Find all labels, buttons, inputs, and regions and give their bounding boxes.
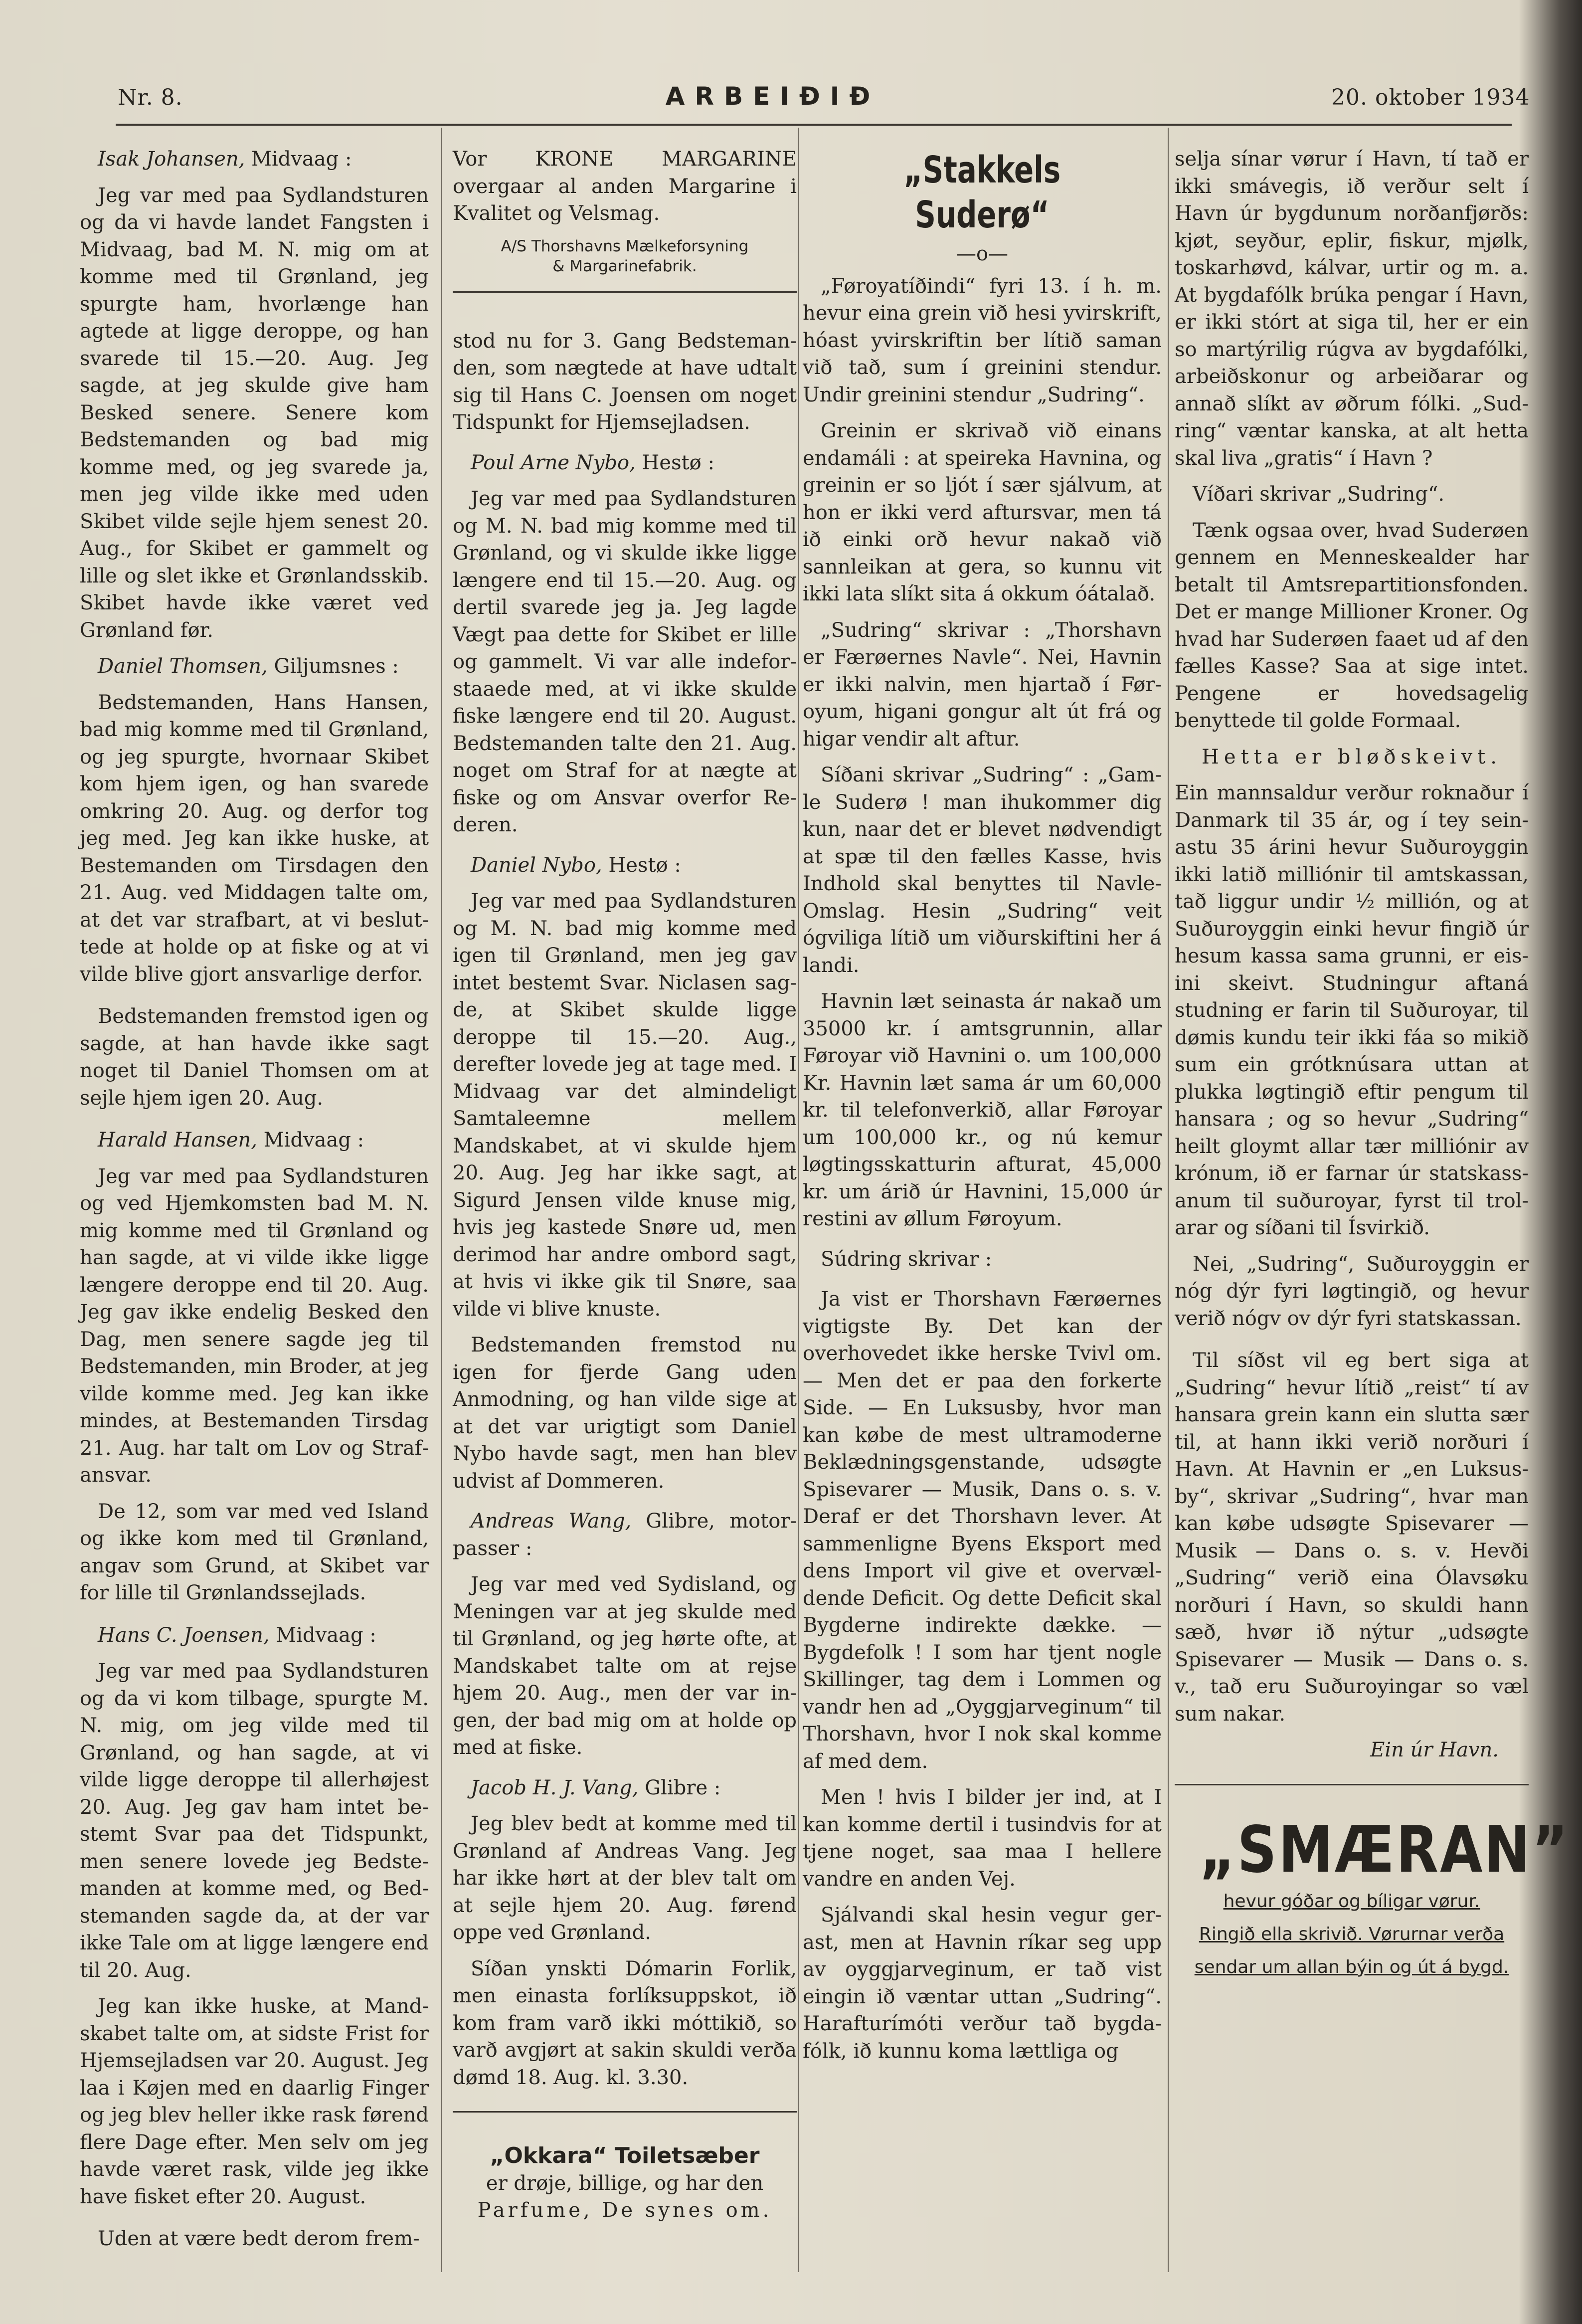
paragraph: Jeg var med paa Sydlandsturen og M. N. bad mig komme med igen til Grønland, men jeg gav intet bestemt Svar. Niclasen sagde, at Skibet skulde ligge deroppe til 15.—20. Aug., derefter lovede jeg at tage med. I Midvaag var det almindeligt Samtaleemne mellem Mandskabet, at vi skulde hjem 20. Aug. Jeg har ikke sagt, at Sigurd Jensen vilde knuse mig, hvis jeg kastede Snøre ud, men derimod har andre ombord sagt, at hvis vi ikke gik til Snøre, saa vilde vi blive knuste. [453, 890, 797, 1321]
paragraph: Bedstemanden, Hans Hansen, bad mig komme med til Grønland, og jeg spurgte, hvornaar Skibet kom hjem igen, og han svarede omkring 20. Aug. og derfor tog jeg med. Jeg kan ikke huske, at Bestemanden om Tirsdagen den 21. Aug. ved Middagen talte om, at det var strafbart, at vi besluttede at holde op at fiske og at vi vilde blive gjort ansvarlige derfor. [80, 691, 429, 986]
testimony-daniel-thomsen: Daniel Thomsen, Giljumsnes : [98, 655, 399, 678]
paragraph: „Sudring“ skrivar : „Thorshavn er Færøernes Navle“. Nei, Havnin er ikki nalvin, men hjartað í Føroyum, higani gongur alt út frá og higar vendir alt aftur. [803, 618, 1162, 751]
testimony-jacob: Jacob H. J. Vang, Glibre : [471, 1776, 721, 1799]
paragraph: Ein mannsaldur verður roknaður í Danmark til 35 ár, og í tey seinastu 35 árini hevur Suðuroyggin ikki latið milliónir til amtskassan, tað liggur undir ½ millión, og at Suðuroyggin einki hevur fingið úr hesum kassa sama grunni, er eisini skeivt. Studningur aftaná studning er farin til Suðuroyar, til dømis kundu teir ikki fáa so mikið sum ein grótknúsara uttan at plukka løgtingið eftir pengum til hansara ; og so hevur „Sudring“ heilt gloymt allar tær milliónir av krónum, ið er farnar úr statskassanum til suðuroyar, fyrst til trolarar og síðani til Ísvirkið. [1175, 781, 1529, 1239]
paragraph: Tænk ogsaa over, hvad Suderøen gennem en Menneskealder har betalt til Amtsrepartitionsfonden. Det er mange Millioner Kroner. Og hvad har Suderøen faaet ud af den fælles Kasse? Saa at sige intet. Pengene er hovedsagelig benyttede til golde Formaal. [1175, 519, 1529, 732]
paragraph: Jeg var med paa Sydlandsturen og M. N. bad mig komme med til Grønland, og vi skulde ikke ligge længere end til 15.—20. Aug. og dertil svarede jeg ja. Jeg lagde Vægt paa dette for Skibet er lille og gammelt. Vi var alle indeforstaaede med, at vi ikke skulde fiske længere end til 20. August. Bedstemanden talte den 21. Aug. noget om Straf for at nægte at fiske og om Ansvar overfor Rederen. [453, 487, 797, 836]
ad-rule [453, 2111, 797, 2113]
column-divider [798, 128, 799, 2272]
testimony-poul: Poul Arne Nybo, Hestø : [471, 451, 714, 474]
smaeran-line: sendar um allan býin og út á bygd. [1194, 1956, 1509, 1977]
paragraph: Bedstemanden fremstod igen og sagde, at han havde ikke sagt noget til Daniel Thomsen om at sejle hjem igen 20. Aug. [80, 1005, 429, 1110]
testimony-andreas: Andreas Wang, Glibre, motorpasser : [453, 1510, 797, 1560]
paragraph: Jeg blev bedt at komme med til Grønland af Andreas Vang. Jeg har ikke hørt at der blev talt om at sejle hjem 20. Aug. førend oppe ved Grønland. [453, 1812, 797, 1944]
paragraph: Ja vist er Thorshavn Færøernes vigtigste By. Det kan der overhovedet ikke herske Tvivl om. — Men det er paa den forkerte Side. — En Luksusby, hvor man kan købe de mest ultramoderne Beklædningsgenstande, udsøgte Spisevarer — Musik, Dans o. s. v. Deraf er det Thorshavn lever. At sammenligne Byens Eksport med dens Import vil give et overvældende Deficit. Og dette Deficit skal Bygderne indirekte dække. — Bygdefolk ! I som har tjent nogle Skillinger, tag dem i Lommen og vandr hen ad „Oyggjarveginum“ til Thorshavn, hvor I nok skal komme af med dem. [803, 1288, 1162, 1773]
column-divider [441, 128, 442, 2272]
paragraph: Síðan ynskti Dómarin Forlik, men einasta forlíksuppskot, ið kom fram varð ikki móttikið, so varð avgjørt at sakin skuldi verða dømd 18. Aug. kl. 3.30. [453, 1957, 797, 2089]
paragraph: Jeg var med paa Sydlandsturen og ved Hjemkomsten bad M. N. mig komme med til Grønland og han sagde, at vi vilde ikke ligge længere deroppe end til 20. Aug. Jeg gav ikke endelig Besked den Dag, men senere sagde jeg til Bedstemanden, min Broder, at jeg vilde komme med. Jeg kan ikke mindes, at Bestemanden Tirsdag 21. Aug. har talt om Lov og Strafansvar. [80, 1164, 429, 1487]
issue-date: 20. oktober 1934 [1331, 85, 1530, 110]
article-title: „Stakkels Suderø“ [903, 149, 1061, 236]
paragraph: Sjálvandi skal hesin vegur gerast, men at Havnin ríkar seg upp av oyggjarveginum, er tað vist eingin ið væntar uttan „Sudring“. Harafturímóti verður tað bygdafólk, ið kunnu koma lættliga og [803, 1904, 1162, 2063]
paragraph: stod nu for 3. Gang Bedstemanden, som nægtede at have udtalt sig til Hans C. Joensen om noget Tidspunkt for Hjemsejladsen. [453, 329, 797, 434]
signature: Ein úr Havn. [1370, 1739, 1499, 1761]
column-1 [80, 146, 429, 2262]
paragraph: Víðari skrivar „Sudring“. [1193, 483, 1445, 506]
column-2 [453, 146, 797, 2224]
testimony-harald: Harald Hansen, Midvaag : [98, 1129, 364, 1152]
krone-margarine-ad: Vor KRONE MARGARINE overgaar al anden Margarine i Kvalitet og Velsmag. [453, 148, 797, 225]
masthead: ARBEIÐIÐ [665, 82, 880, 111]
paragraph: Jeg var med paa Sydlandsturen og da vi kom tilbage, spurgte M. N. mig, om jeg vilde med til Grønland, og han sagde, at vi vilde ligge deroppe til allerhøjest 20. Aug. Jeg gav ham intet bestemt Svar paa det Tidspunkt, men senere lovede jeg Bedstemanden at komme med, og Bedstemanden sagde da, at der var ikke Tale om at ligge længere end til 20. Aug. [80, 1660, 429, 1982]
separator: —o— [956, 242, 1009, 265]
testimony-isak: Isak Johansen, Midvaag : [98, 148, 352, 171]
paragraph: „Føroyatíðindi“ fyri 13. í h. m. hevur eina grein við hesi yvirskrift, hóast yvirskriftin ber lítið saman við tað, sum í greinini stendur. Undir greinini stendur „Sudring“. [803, 274, 1162, 406]
paragraph: Uden at være bedt derom frem- [98, 2227, 420, 2250]
paragraph: Greinin er skrivað við einans endamáli : at speireka Havnina, og greinin er so ljót í sær sjálvum, at hon er ikki verd aftursvar, men tá ið einki orð hevur nakað við sannleikan at gera, so kunnu vit ikki lata slíkt sita á okkum óátalað. [803, 419, 1162, 605]
smaeran-title: „SMÆRAN” [1199, 1812, 1570, 1887]
paragraph: Jeg var med paa Sydlandsturen og da vi havde landet Fangsten i Midvaag, bad M. N. mig om at komme med til Grønland, jeg spurgte ham, hvorlænge han agtede at ligge deroppe, og han svarede til 15.—20. Aug. Jeg sagde, at jeg skulde give ham Besked senere. Senere kom Bedstemanden og bad mig komme med, og jeg svarede ja, men jeg vilde ikke med uden Skibet vilde sejle hjem senest 20. Aug., for Skibet er gammelt og lille og slet ikke et Grønlandsskib. Skibet havde ikke været ved Grønland før. [80, 184, 429, 642]
paragraph: Jeg kan ikke huske, at Mandskabet talte om, at sidste Frist for Hjemsejladsen var 20. August. Jeg laa i Køjen med en daarlig Finger og jeg blev heller ikke rask førend flere Dage efter. Men selv om jeg havde været rask, vilde jeg ikke have fisket efter 20. August. [80, 1995, 429, 2208]
paragraph: De 12, som var med ved Island og ikke kom med til Grønland, angav som Grund, at Skibet var for lille til Grønlandssejlads. [80, 1500, 429, 1604]
ad-rule [453, 291, 797, 293]
paragraph: Súdring skrivar : [821, 1247, 992, 1271]
okkara-ad-line: er drøje, billige, og har den [486, 2171, 764, 2195]
paragraph: Jeg var med ved Sydisland, og Meningen var at jeg skulde med til Grønland, og jeg hørte ofte, at Mandskabet talte om at rejse hjem 20. Aug., men der var ingen, der bad mig om at holde op med at fiske. [453, 1573, 797, 1759]
paragraph: Bedstemanden fremstod nu igen for fjerde Gang uden Anmodning, og han vilde sige at at det var urigtigt som Daniel Nybo havde sagt, men han blev udvist af Dommeren. [453, 1334, 797, 1493]
spaced-statement: Hetta er bløðskeivt. [1202, 745, 1502, 769]
paragraph: Nei, „Sudring“, Suðuroyggin er nóg dýr fyri løgtingið, og hevur verið nógv ov dýr fyri statskassan. [1175, 1252, 1529, 1330]
header-rule [116, 124, 1512, 126]
ad-signature-1: A/S Thorshavns Mælkeforsyning [501, 237, 749, 255]
testimony-daniel-nybo: Daniel Nybo, Hestø : [471, 853, 681, 877]
smaeran-ad [1175, 1784, 1570, 1984]
okkara-ad-line: Parfume, De synes om. [477, 2199, 772, 2222]
paragraph: Havnin læt seinasta ár nakað um 35000 kr. í amtsgrunnin, allar Føroyar við Havnini o. um 100,000 Kr. Havnin læt sama ár um 60,000 kr. til telefonverkið, allar Føroyar um 100,000 kr., og nú kemur løgtingsskatturin afturat, 45,000 kr. um árið úr Havnini, 15,000 úr restini av øllum Føroyum. [803, 990, 1162, 1230]
smaeran-line: Ringið ella skrivið. Vørurnar verða [1199, 1924, 1505, 1944]
paragraph: Til síðst vil eg bert siga at „Sudring“ hevur lítið „reist“ tí av hansara grein kann ein slutta sær til, at hann ikki verið norðuri í Havn. At Havnin er „en Luksusby“, skrivar „Sudring“, hvar man kan købe udsøgte Spisevarer — Musik — Dans o. s. v. Hevði „Sudring“ verið eina Ólavsøku norðuri í Havn, so skuldi hann sæð, hvør ið nýtur „udsøgte Spisevarer — Musik — Dans o. s. v., tað eru Suðuroyingar so væl sum nakar. [1175, 1349, 1529, 1726]
paragraph: Men ! hvis I bilder jer ind, at I kan komme dertil i tusindvis for at tjene noget, saa maa I hellere vandre en anden Vej. [803, 1786, 1162, 1891]
paragraph: selja sínar vørur í Havn, tí tað er ikki smávegis, ið verður selt í Havn úr bygdunum norðanfjørðs: kjøt, seyður, eplir, fiskur, mjølk, toskarhøvd, kálvar, urtir og m. a. At bygdafólk brúka pengar í Havn, er ikki stórt at siga til, her er ein so martýrilig rúgva av bygdafólki, arbeiðskonur og arbeiðarar og annað slíkt av øðrum fólki. „Sudring“ væntar kanska, at alt hetta skal liva „gratis“ í Havn ? [1175, 148, 1529, 470]
smaeran-line: hevur góðar og bíligar vørur. [1223, 1891, 1480, 1912]
issue-number: Nr. 8. [118, 85, 183, 110]
column-4 [1175, 146, 1570, 1984]
ad-signature-2: & Margarinefabrik. [552, 257, 697, 275]
okkara-ad-title: „Okkara“ Toiletsæber [490, 2143, 760, 2168]
testimony-hans: Hans C. Joensen, Midvaag : [98, 1623, 376, 1647]
column-divider [1168, 128, 1169, 2272]
paragraph: Síðani skrivar „Sudring“ : „Gamle Suderø ! man ihukommer dig kun, naar det er blevet nødvendigt at spæ til den fælles Kasse, hvis Indhold skal benyttes til Navle-Omslag. Hesin „Sudring“ veit ógviliga lítið um viðurskiftini her á landi. [803, 764, 1162, 977]
column-3 [803, 146, 1162, 2074]
